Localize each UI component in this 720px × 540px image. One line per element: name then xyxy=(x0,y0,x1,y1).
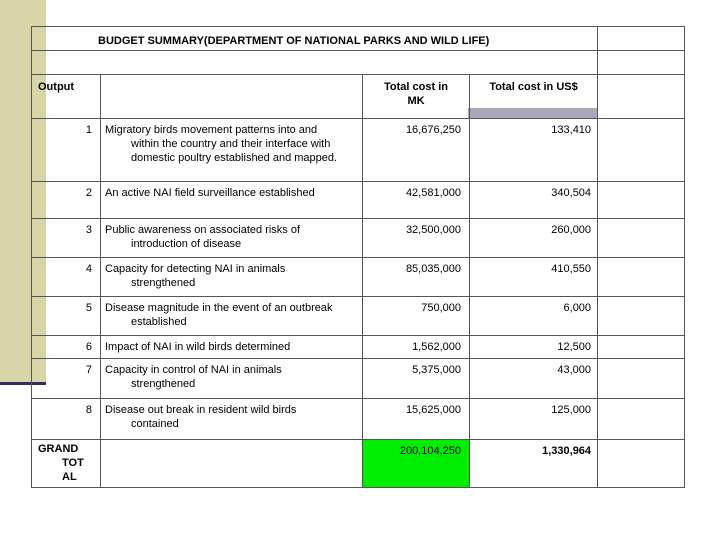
output-number: 2 xyxy=(32,182,101,219)
output-description xyxy=(101,336,363,359)
grand-label-line-3: AL xyxy=(62,471,77,483)
output-number: 3 xyxy=(32,219,101,258)
cost-mk: 750,000 xyxy=(363,297,470,336)
cost-usd: 340,504 xyxy=(470,182,598,219)
description-line: strengthened xyxy=(131,378,196,390)
output-description xyxy=(101,359,363,399)
table-row xyxy=(32,119,685,182)
cost-mk: 42,581,000 xyxy=(363,182,470,219)
description-line: domestic poultry established and mapped. xyxy=(131,152,338,164)
blank-cell xyxy=(598,336,685,359)
description-line: Impact of NAI in wild birds determined xyxy=(105,341,291,353)
cost-mk: 15,625,000 xyxy=(363,399,470,440)
header-blank xyxy=(101,75,363,119)
cost-usd: 6,000 xyxy=(470,297,598,336)
header-blank-right xyxy=(598,75,685,119)
blank-cell xyxy=(598,258,685,297)
header-cost-usd: Total cost in US$ xyxy=(470,75,598,119)
cost-usd: 133,410 xyxy=(470,119,598,182)
output-description xyxy=(101,119,363,182)
cost-usd: 12,500 xyxy=(470,336,598,359)
description-line: contained xyxy=(131,418,179,430)
description-line: strengthened xyxy=(131,277,196,289)
header-output: Output xyxy=(32,75,101,119)
description-line: Disease magnitude in the event of an outbreak xyxy=(105,302,333,314)
output-number: 4 xyxy=(32,258,101,297)
spacer-blank-cell xyxy=(598,51,685,75)
blank-cell xyxy=(598,219,685,258)
header-cost-mk-line2: MK xyxy=(407,95,425,107)
description-line: established xyxy=(131,316,187,328)
description-line: Capacity in control of NAI in animals xyxy=(105,364,282,376)
description-line: within the country and their interface with xyxy=(131,138,331,150)
cost-mk: 16,676,250 xyxy=(363,119,470,182)
table-row xyxy=(32,359,685,399)
description-line: Migratory birds movement patterns into and xyxy=(105,124,318,136)
title-blank-cell xyxy=(598,27,685,51)
cost-usd: 260,000 xyxy=(470,219,598,258)
table-row xyxy=(32,258,685,297)
output-description xyxy=(101,297,363,336)
description-line: introduction of disease xyxy=(131,238,242,250)
output-number: 1 xyxy=(32,119,101,182)
output-number: 6 xyxy=(32,336,101,359)
grand-label-line-2: TOT xyxy=(62,457,84,469)
table-row xyxy=(32,219,685,258)
blank-cell xyxy=(598,399,685,440)
cost-mk: 1,562,000 xyxy=(363,336,470,359)
output-description xyxy=(101,219,363,258)
grand-total-mk: 200,104,250 xyxy=(363,440,470,488)
cost-usd: 43,000 xyxy=(470,359,598,399)
grand-total-usd: 1,330,964 xyxy=(470,440,598,488)
cost-mk: 5,375,000 xyxy=(363,359,470,399)
description-line: Public awareness on associated risks of xyxy=(105,224,301,236)
description-line: Disease out break in resident wild birds xyxy=(105,404,297,416)
table-row xyxy=(32,336,685,359)
output-number: 5 xyxy=(32,297,101,336)
blank-cell xyxy=(598,119,685,182)
table-row xyxy=(32,399,685,440)
table-title: BUDGET SUMMARY(DEPARTMENT OF NATIONAL PARKS AND WILD LIFE) xyxy=(32,27,598,51)
blank-cell xyxy=(598,297,685,336)
description-line: Capacity for detecting NAI in animals xyxy=(105,263,286,275)
budget-summary-table xyxy=(31,26,685,488)
output-description xyxy=(101,182,363,219)
header-cost-mk-line1: Total cost in xyxy=(384,81,448,93)
grand-label-line-1: GRAND xyxy=(38,443,79,455)
cost-mk: 32,500,000 xyxy=(363,219,470,258)
output-number: 8 xyxy=(32,399,101,440)
grand-blank-right xyxy=(598,440,685,488)
grand-blank xyxy=(101,440,363,488)
blank-cell xyxy=(598,359,685,399)
cost-mk: 85,035,000 xyxy=(363,258,470,297)
grand-total-label xyxy=(32,440,101,488)
output-description xyxy=(101,258,363,297)
description-line: An active NAI field surveillance established xyxy=(105,187,315,199)
table-row xyxy=(32,297,685,336)
table-row xyxy=(32,182,685,219)
cost-usd: 125,000 xyxy=(470,399,598,440)
blank-cell xyxy=(598,182,685,219)
cost-usd: 410,550 xyxy=(470,258,598,297)
spacer-cell xyxy=(32,51,598,75)
output-description xyxy=(101,399,363,440)
output-number: 7 xyxy=(32,359,101,399)
header-cost-mk xyxy=(363,75,470,119)
